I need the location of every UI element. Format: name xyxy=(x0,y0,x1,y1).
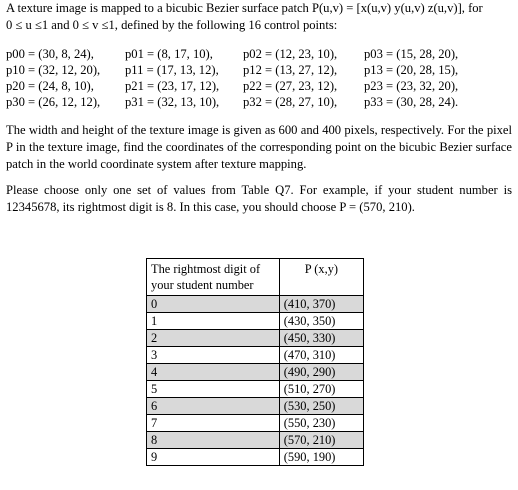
texture-paragraph: The width and height of the texture image is given as 600 and 400 pixels, respectively. For the pixel P in the texture image, find the coordinates of the corresponding point on the bicubic Bezier surface patch in the world coordinate system after texture mapping. xyxy=(6,123,512,171)
control-point: p22 = (27, 23, 12), xyxy=(243,79,338,93)
intro-line-2: 0 ≤ u ≤1 and 0 ≤ v ≤1, defined by the following 16 control points: xyxy=(6,18,338,32)
control-point: p03 = (15, 28, 20), xyxy=(364,47,459,61)
table-row xyxy=(147,381,364,398)
digit-cell: 1 xyxy=(147,313,280,330)
digit-cell: 5 xyxy=(147,381,280,398)
control-point: p12 = (13, 27, 12), xyxy=(243,63,338,77)
digit-cell: 8 xyxy=(147,432,280,449)
table-row xyxy=(147,330,364,347)
digit-cell: 3 xyxy=(147,347,280,364)
table-row xyxy=(147,313,364,330)
digit-cell: 9 xyxy=(147,449,280,466)
control-points-row xyxy=(6,94,512,110)
intro-line-1: A texture image is mapped to a bicubic Bezier surface patch P(u,v) = [x(u,v) y(u,v) z(u,v)], for xyxy=(6,1,483,15)
table-row xyxy=(147,415,364,432)
control-point: p23 = (23, 32, 20), xyxy=(364,79,459,93)
p-value-cell: (590, 190) xyxy=(279,449,363,466)
p-value-cell: (550, 230) xyxy=(279,415,363,432)
table-row xyxy=(147,398,364,415)
control-points-row xyxy=(6,62,512,78)
p-value-cell: (450, 330) xyxy=(279,330,363,347)
table-row xyxy=(147,364,364,381)
p-value-cell: (530, 250) xyxy=(279,398,363,415)
p-value-cell: (490, 290) xyxy=(279,364,363,381)
control-point: p00 = (30, 8, 24), xyxy=(6,47,94,61)
intro-paragraph xyxy=(6,0,512,34)
control-points-row xyxy=(6,46,512,62)
control-point: p31 = (32, 13, 10), xyxy=(125,95,220,109)
control-point: p21 = (23, 17, 12), xyxy=(125,79,220,93)
p-value-cell: (510, 270) xyxy=(279,381,363,398)
table-row xyxy=(147,347,364,364)
digit-cell: 6 xyxy=(147,398,280,415)
control-point: p20 = (24, 8, 10), xyxy=(6,79,94,93)
control-point: p13 = (20, 28, 15), xyxy=(364,63,459,77)
digit-cell: 4 xyxy=(147,364,280,381)
table-header-row xyxy=(147,259,364,296)
instructions-paragraph: Please choose only one set of values from Table Q7. For example, if your student number is 12345678, its rightmost digit is 8. In this case, you should choose P = (570, 210). xyxy=(6,183,512,214)
digit-cell: 0 xyxy=(147,296,280,313)
p-value-cell: (470, 310) xyxy=(279,347,363,364)
control-point: p32 = (28, 27, 10), xyxy=(243,95,338,109)
control-point: p10 = (32, 12, 20), xyxy=(6,63,101,77)
header-p: P (x,y) xyxy=(279,259,363,296)
digit-cell: 7 xyxy=(147,415,280,432)
header-digit: The rightmost digit of your student number xyxy=(147,259,280,296)
control-point: p01 = (8, 17, 10), xyxy=(125,47,213,61)
p-value-cell: (410, 370) xyxy=(279,296,363,313)
table-row xyxy=(147,449,364,466)
digit-cell: 2 xyxy=(147,330,280,347)
table-q7 xyxy=(146,258,364,466)
control-point: p33 = (30, 28, 24). xyxy=(364,95,459,109)
control-point: p02 = (12, 23, 10), xyxy=(243,47,338,61)
control-points-row xyxy=(6,78,512,94)
control-points-grid xyxy=(6,46,512,110)
control-point: p30 = (26, 12, 12), xyxy=(6,95,101,109)
p-value-cell: (570, 210) xyxy=(279,432,363,449)
table-row xyxy=(147,296,364,313)
table-row xyxy=(147,432,364,449)
p-value-cell: (430, 350) xyxy=(279,313,363,330)
control-point: p11 = (17, 13, 12), xyxy=(125,63,219,77)
